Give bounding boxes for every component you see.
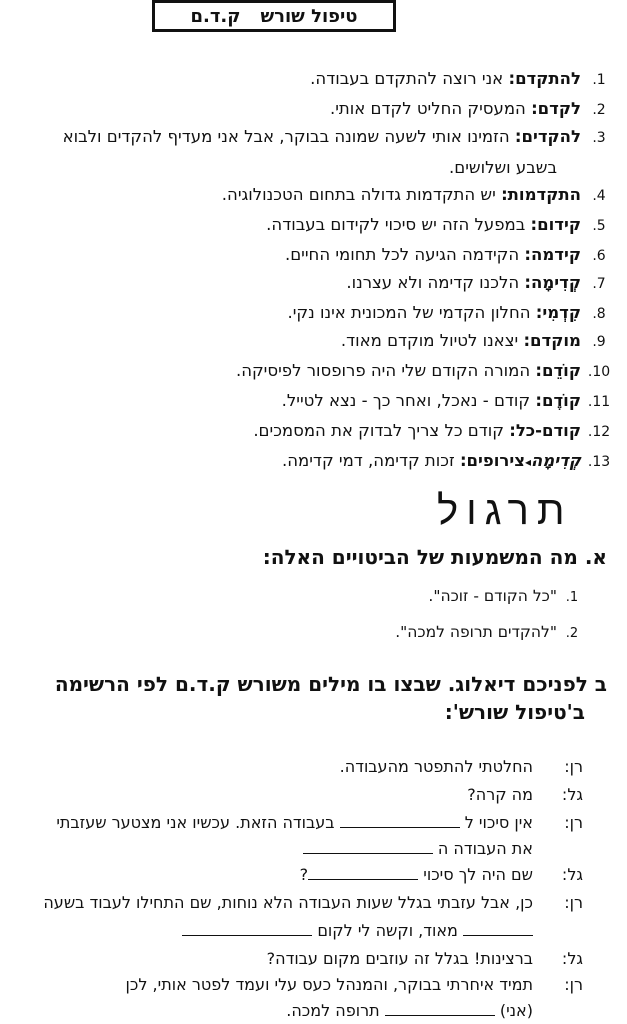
list-item: 10.קוֹדֵם: המורה הקודם שלי היה פרופסור לפיסיקה.: [235, 361, 611, 380]
fill-blank[interactable]: [340, 811, 460, 828]
question-item: 1."כל הקודם - זוכה".: [428, 587, 579, 605]
fill-blank[interactable]: [308, 863, 418, 880]
fill-blank[interactable]: [303, 837, 433, 854]
list-item: 1.להתקדם: אני רוצה להתקדם בעבודה.: [310, 69, 606, 88]
list-item: 7.קְדִימָה: הלכנו קדימה ולא עצרנו.: [346, 273, 606, 292]
list-item: 3.להקדים: הזמינו אותי לשעה שמונה בבוקר, אבל אני מעדיף להקדים ולבוא בשבע ושלושים.: [62, 127, 606, 177]
section-b-title-cont: ב'טיפול שורש':: [444, 700, 585, 724]
dialog-line: רן: אין סיכוי ל בעבודה הזאת. עכשיו אני מצטער שעזבתי: [56, 813, 583, 832]
list-item: 5.קידום: במפעל הזה יש סיכוי לקידום בעבודה.: [266, 215, 606, 234]
root-title-box: [152, 0, 396, 32]
list-item: 6.קידמה: הקידמה הגיעה לכל תחומי החיים.: [284, 245, 606, 264]
fill-blank[interactable]: [182, 919, 312, 936]
dialog-line: גל: שם היה לך סיכוי ?: [299, 865, 583, 884]
list-item: 8.קִדְמִי: החלון הקדמי של המכונית אינו נקי.: [287, 303, 606, 322]
section-b-title: ב לפניכם דיאלוג. שבצו בו מילים משורש ק.ד.ם לפי הרשימה: [54, 672, 607, 696]
title-text: טיפול שורש: [260, 5, 358, 27]
dialog-line: את העבודה ה: [8, 836, 583, 862]
list-item: 2.לקדם: המעסיק החליט לקדם אותי.: [330, 99, 606, 118]
dialog-line: גל: מה קרה?: [467, 785, 583, 804]
list-item: 13.קְדִימָה◂צירופים: זכות קדימה, דמי קדימה.: [282, 451, 611, 470]
list-item: 11.קוֹדֶם: קודם - נאכל, ואחר כך - נצא לטייל.: [281, 391, 611, 410]
title-root: ק.ד.ם: [190, 5, 241, 27]
dialog-line: רן: החלטתי להתפטר מהעבודה.: [339, 757, 583, 776]
dialog-line: גל: ברצינות! בגלל זה עוזבים מקום עבודה?: [266, 949, 583, 968]
dialog-line: (אני) תרופה למכה.: [286, 1001, 533, 1020]
dialog-line: רן: תמיד איחרתי בבוקר, והמנהל כעס עלי ועמד לפטר אותי, לכן: [125, 975, 583, 994]
fill-blank[interactable]: [463, 919, 533, 936]
list-item: 9.מוקדם: יצאנו לטיול מוקדם מאוד.: [340, 331, 606, 350]
dialog-line: מאוד, וקשה לי לקום: [8, 918, 583, 944]
list-item: 4.התקדמות: יש התקדמות גדולה בתחום הטכנולוגיה.: [221, 185, 606, 204]
section-a-title: א. מה המשמעות של הביטויים האלה:: [262, 545, 607, 569]
exercise-title: תרגול: [437, 488, 573, 534]
question-item: 2."להקדים תרופה למכה".: [395, 623, 579, 641]
fill-blank[interactable]: [385, 999, 495, 1016]
dialog-line: רן: כן, אבל עזבתי בגלל שעות העבודה הלא נוחות, שם התחילו לעבוד בשעה: [43, 893, 583, 912]
list-item: 12.קודם-כל: קודם כל צריך לבדוק את המסמכים.: [253, 421, 611, 440]
